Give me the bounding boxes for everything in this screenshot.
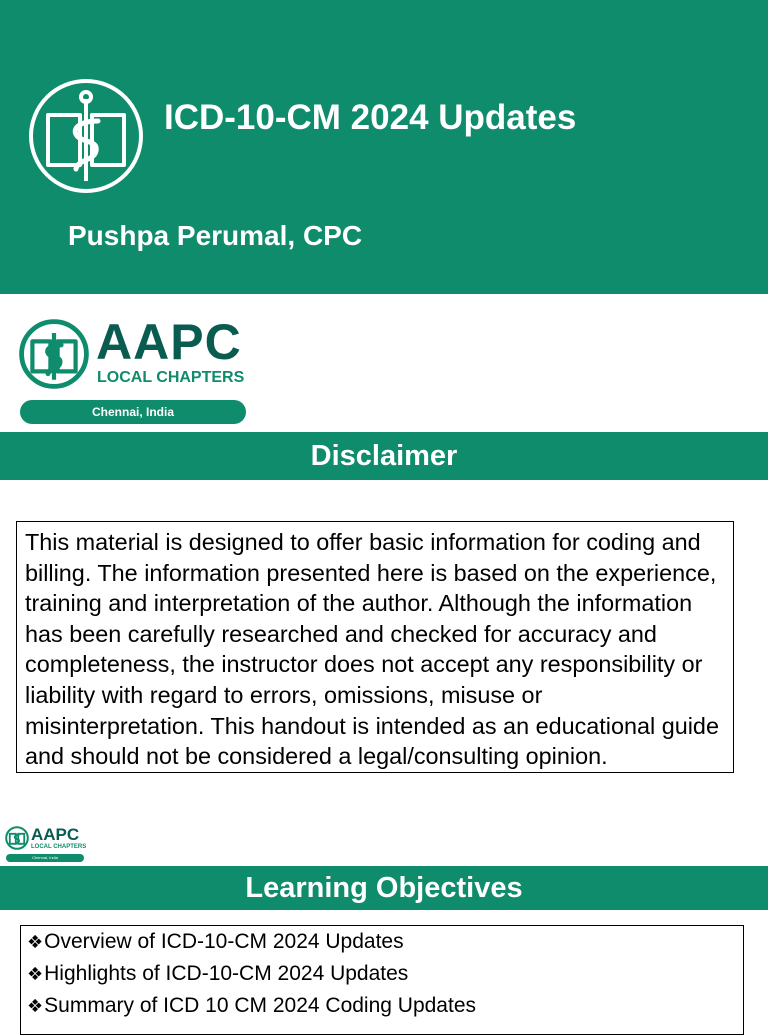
aapc-small-logo: [5, 826, 85, 864]
caduceus-book-icon: [5, 826, 29, 850]
diamond-bullet-icon: ❖: [27, 932, 44, 952]
list-item: [27, 958, 737, 990]
diamond-bullet-icon: ❖: [27, 964, 44, 984]
chapter-location: Chennai, India: [20, 400, 246, 424]
chapter-location: Chennai, India: [6, 854, 84, 862]
list-item: [27, 926, 737, 958]
aapc-local-chapters-logo: [18, 314, 250, 427]
disclaimer-text: This material is designed to offer basic information for coding and billing. The information presented here is based on the experience, training and interpretation of the author. Although the information has been carefully researched and checked for accuracy and completeness, the instructor does not accept any responsibility or liability with regard to errors, omissions, misuse or misinterpretation. This handout is intended as an educational guide and should not be considered a legal/consulting opinion.: [16, 521, 734, 773]
objective-text: Highlights of ICD-10-CM 2024 Updates: [44, 962, 409, 985]
aapc-wordmark: AAPC: [96, 314, 242, 370]
title-banner: [0, 0, 768, 294]
caduceus-book-icon: [18, 317, 90, 391]
disclaimer-heading: Disclaimer: [0, 432, 768, 480]
objective-text: Overview of ICD-10-CM 2024 Updates: [44, 930, 404, 953]
presenter-name: Pushpa Perumal, CPC: [68, 220, 363, 251]
presentation-title: ICD-10-CM 2024 Updates: [164, 98, 577, 137]
objectives-list: [20, 925, 744, 1035]
aapc-wordmark: AAPC: [31, 825, 80, 844]
local-chapters-label: LOCAL CHAPTERS: [97, 369, 245, 386]
list-item: [27, 990, 737, 1022]
objective-text: Summary of ICD 10 CM 2024 Coding Updates: [44, 994, 477, 1017]
diamond-bullet-icon: ❖: [27, 996, 44, 1016]
learning-objectives-heading: Learning Objectives: [0, 866, 768, 910]
local-chapters-label: LOCAL CHAPTERS: [31, 844, 87, 850]
caduceus-book-icon: [26, 77, 146, 195]
